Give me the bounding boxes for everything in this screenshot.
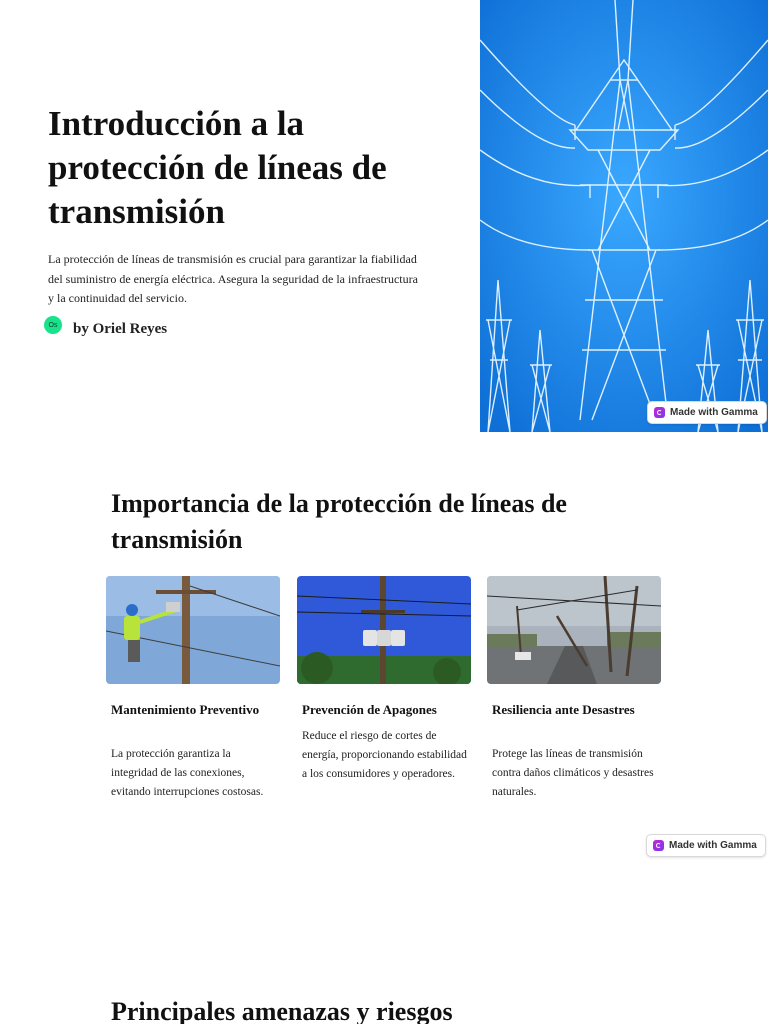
card-maintenance (106, 576, 281, 798)
card-text: Protege las líneas de transmisión contra daños climáticos y desastres naturales. (492, 748, 654, 798)
author-name: by Oriel Reyes (73, 320, 168, 337)
intro-description: La protección de líneas de transmisión es crucial para garantizar la fiabilidad del suministro de energía eléctrica. Asegura la seguridad de la infraestructura y la continuidad del servicio. (48, 252, 418, 305)
made-with-gamma-badge[interactable] (646, 834, 766, 857)
section-title: Principales amenazas y riesgos (111, 997, 453, 1024)
badge-label: Made with Gamma (669, 840, 757, 851)
avatar: Os (44, 316, 62, 334)
title-slide (0, 0, 768, 432)
damaged-poles-image (487, 576, 661, 684)
section-title: Importancia de la protección de líneas de transmisión (111, 489, 567, 554)
card-text: La protección garantiza la integridad de las conexiones, evitando interrupciones costosas. (111, 748, 264, 798)
utility-pole-image (297, 576, 471, 684)
card-title: Prevención de Apagones (302, 702, 437, 717)
card-blackout-prevention (297, 576, 472, 780)
gamma-logo-icon (653, 840, 664, 851)
lineman-image (106, 576, 280, 684)
card-title: Mantenimiento Preventivo (111, 702, 260, 717)
gamma-logo-icon (654, 407, 665, 418)
page-title: Introducción a la protección de líneas de transmisión (48, 104, 387, 231)
card-text: Reduce el riesgo de cortes de energía, proporcionando estabilidad a los consumidores y operadores. (302, 730, 467, 780)
transmission-tower-image (480, 0, 768, 432)
author-byline (44, 315, 167, 341)
card-disaster-resilience (487, 576, 662, 798)
badge-label: Made with Gamma (670, 407, 758, 418)
made-with-gamma-badge[interactable] (647, 401, 767, 424)
card-title: Resiliencia ante Desastres (492, 702, 635, 717)
